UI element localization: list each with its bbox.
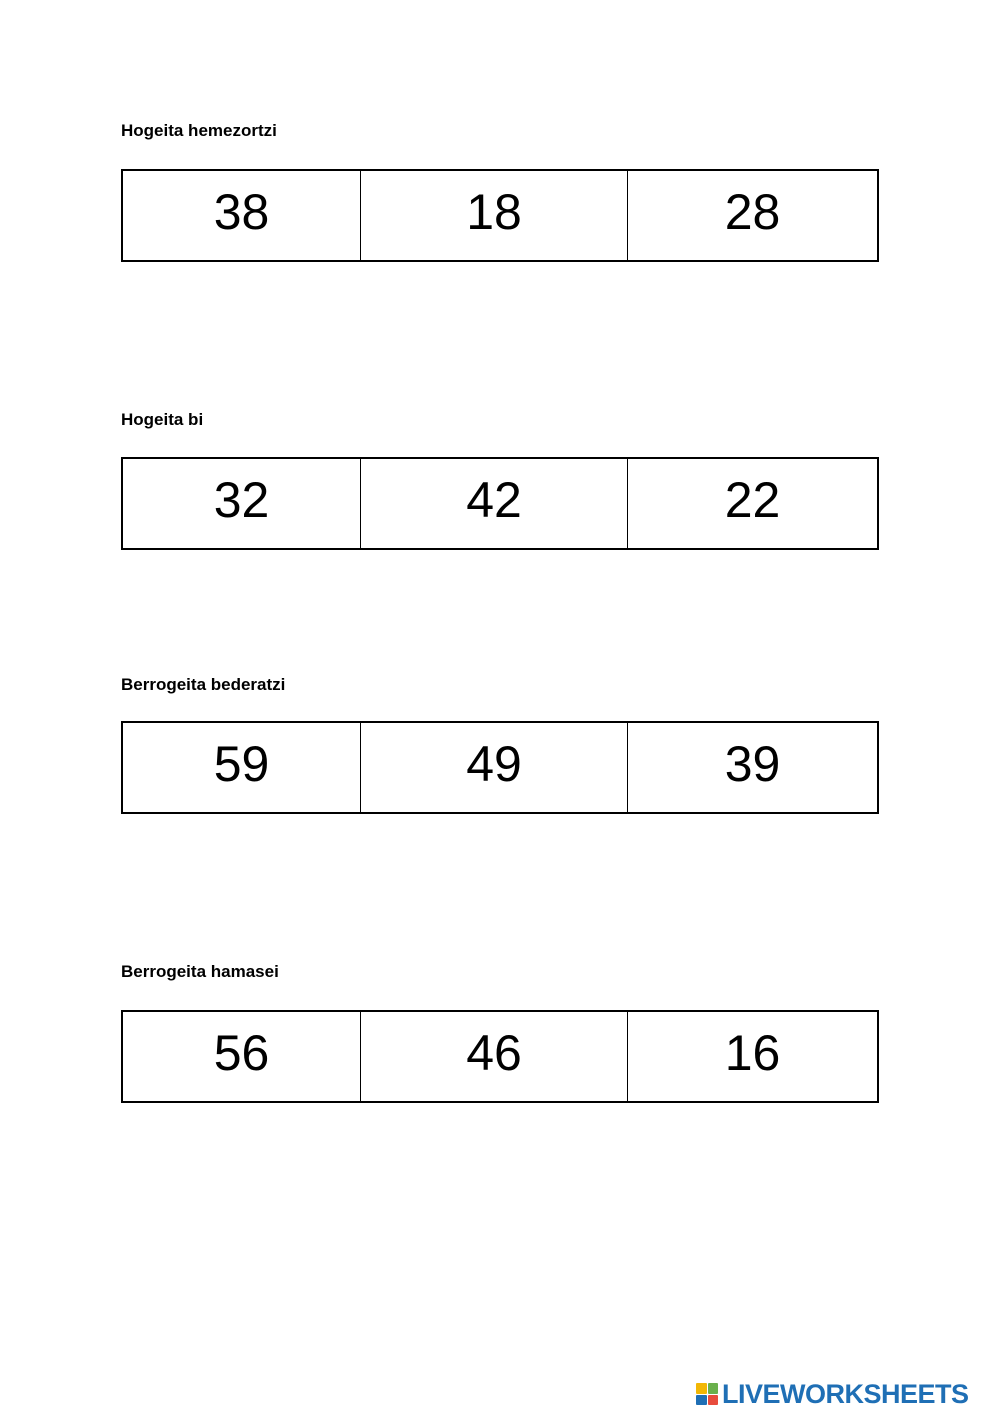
logo-square-1 (696, 1383, 707, 1394)
logo-text: LIVEWORKSHEETS (722, 1378, 969, 1409)
option-4-3[interactable]: 16 (627, 1012, 877, 1101)
option-3-3[interactable]: 39 (627, 723, 877, 812)
question-3-label: Berrogeita bederatzi (121, 675, 286, 694)
option-4-1[interactable]: 56 (213, 1024, 270, 1081)
option-2-1[interactable]: 32 (213, 471, 270, 528)
option-1-2[interactable]: 18 (360, 171, 627, 260)
question-4-options (121, 1010, 879, 1103)
option-4-2[interactable]: 46 (360, 1012, 627, 1101)
option-3-1[interactable]: 59 (213, 735, 270, 792)
logo-square-4 (708, 1395, 719, 1406)
question-2-label: Hogeita bi (121, 410, 204, 429)
option-2-3[interactable]: 22 (627, 459, 877, 548)
question-3-options (121, 721, 879, 814)
logo-square-3 (696, 1395, 707, 1406)
liveworksheets-logo-icon (696, 1383, 718, 1405)
question-1-options (121, 169, 879, 262)
liveworksheets-logo (696, 1379, 969, 1409)
question-4-label: Berrogeita hamasei (121, 962, 279, 981)
question-1-label: Hogeita hemezortzi (121, 121, 277, 140)
option-3-2[interactable]: 49 (360, 723, 627, 812)
question-2-options (121, 457, 879, 550)
option-2-2[interactable]: 42 (360, 459, 627, 548)
logo-square-2 (708, 1383, 719, 1394)
option-1-1[interactable]: 38 (213, 183, 270, 240)
option-1-3[interactable]: 28 (627, 171, 877, 260)
